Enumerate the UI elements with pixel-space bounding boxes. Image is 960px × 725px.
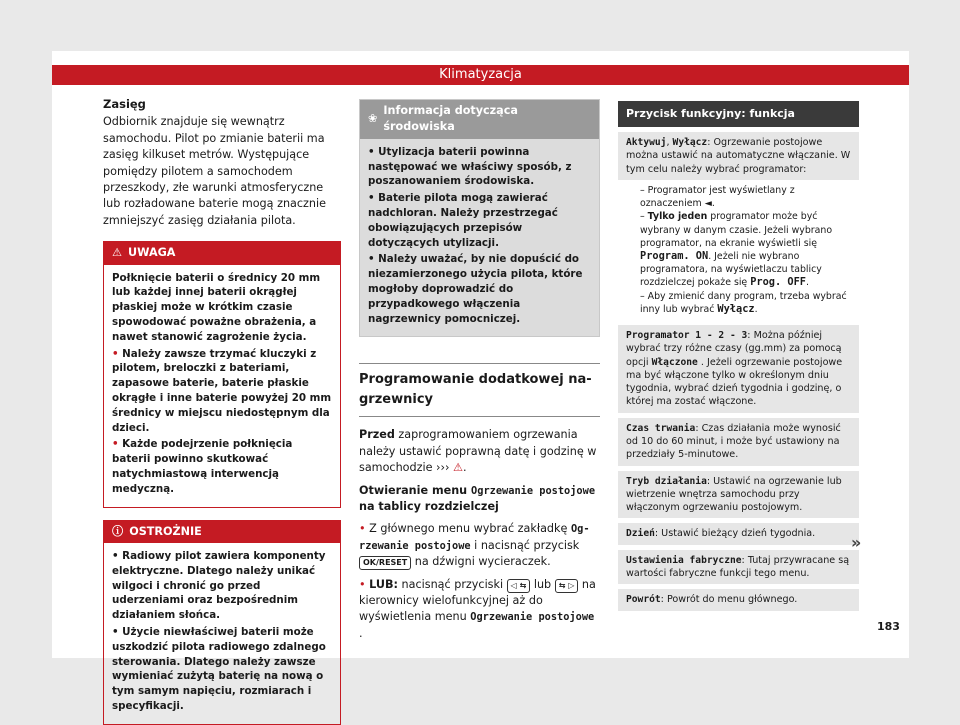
bullet-icon: • xyxy=(359,522,370,536)
page-title: Klimatyzacja xyxy=(439,67,522,82)
page-header xyxy=(52,65,909,85)
section-title: Programowanie dodatkowej nagrzewnicy xyxy=(359,363,600,417)
table-row: Dzień: Ustawić bieżący dzień tygodnia. xyxy=(618,523,859,544)
flower-icon: ❀ xyxy=(368,112,378,126)
ok-reset-key: OK/RESET xyxy=(359,556,411,570)
list-item: • Baterie pilota mogą zawierać nadchloran. Należy przestrzegać obowiązujących przepisów dotyczących utylizacji. xyxy=(368,192,558,249)
list-item: • Z głównego menu wybrać zakładkę Ogrzewanie postojowe i nacisnąć przycisk OK/RESET na dźwigni wycieraczek. xyxy=(359,522,590,569)
column-3 xyxy=(618,101,862,611)
bullet-icon: • xyxy=(112,550,123,563)
page-number: 183 xyxy=(877,620,900,633)
bullet-icon: • xyxy=(368,192,379,205)
warning-icon: ⚠ xyxy=(453,461,464,475)
range-paragraph: Odbiornik znajduje się wewnątrz samochodu. Pilot po zmianie baterii ma zasięg kilkuset metrów. Występujące pomiędzy pilotem a samochodem przeszkody, złe warunki atmosferyczne lub rozładowane baterie mogą znacznie zmniejszyć zasięg działania pilota. xyxy=(103,115,326,227)
bullet-icon: • xyxy=(359,577,370,591)
continue-arrow-icon: » xyxy=(851,533,862,552)
intro-paragraph: Przed zaprogramowaniem ogrzewania należy ustawić poprawną datę i godzinę w samochodzie ››› ⚠. xyxy=(359,428,597,475)
bullet-icon: • xyxy=(112,626,123,638)
bullet-icon: • xyxy=(112,347,123,360)
caution-box xyxy=(103,520,341,725)
environment-title: Informacja dotycząca środowiska xyxy=(383,104,518,134)
caution-title: OSTROŻNIE xyxy=(129,524,202,538)
table-row: Czas trwania: Czas działania może wynosić od 10 do 60 minut, i może być ustawiony na przedziały 5-minutowe. xyxy=(618,418,859,466)
info-circle-icon: ⓘ xyxy=(112,524,124,538)
table-header: Przycisk funkcyjny: funkcja xyxy=(618,101,859,127)
list-item: • Należy zawsze trzymać kluczyki z pilotem, breloczki z bateriami, zapasowe baterie, baterie płaskie okrągłe i inne baterie powyżej 20 mm średnicy w miejscu niedostępnym dla dzieci. xyxy=(112,347,332,434)
arrow-right-key: ⇆ ▷ xyxy=(555,579,579,593)
warning-title: UWAGA xyxy=(128,246,176,260)
table-row: Ustawienia fabryczne: Tutaj przywracane są wartości fabryczne funkcji tego menu. xyxy=(618,550,859,585)
table-row: Powrót: Powrót do menu głównego. xyxy=(618,589,859,610)
list-item: • Należy uważać, by nie dopuścić do niezamierzonego użycia pilota, które mogłoby doprowadzić do przypadkowego włączenia nagrzewnicy pomocniczej. xyxy=(368,253,583,325)
bullet-icon: • xyxy=(112,438,123,451)
warning-icon: ⚠ xyxy=(112,246,123,260)
list-item: • Radiowy pilot zawiera komponenty elektryczne. Dlatego należy unikać wilgoci i chronić go przed uderzeniami oraz bezpośrednim działaniem słońca. xyxy=(112,550,326,622)
table-row: Aktywuj, Wyłącz: Ogrzewanie postojowe można ustawić na automatyczne włączanie. W tym celu należy wybrać programator: xyxy=(618,132,859,180)
bullet-icon: • xyxy=(368,145,379,158)
list-item: • Użycie niewłaściwej baterii może uszkodzić pilota radiowego zdalnego sterowania. Dlatego należy zawsze wymieniać zużytą baterię na nową o tym samym napięciu, rozmiarach i specyfikacji. xyxy=(112,626,326,712)
warning-intro: Połknięcie baterii o średnicy 20 mm lub każdej innej baterii okrągłej płaskiej może w krótkim czasie spowodować poważne obrażenia, a nawet stanowić zagrożenie życia. xyxy=(112,271,321,343)
table-subrow: – Programator jest wyświetlany z oznaczeniem ◄. – Tylko jeden programator może być wybrany w danym czasie. Jeżeli wybrano programator, na ekranie wyświetli się Program. ON. Jeżeli nie wybrano programatora, na wyświetlaczu tablicy rozdzielczej pokaże się Prog. OFF. – Aby zmienić dany program, trzeba wybrać inny lub wybrać Wyłącz. xyxy=(618,180,859,320)
menu-heading: Otwieranie menu Ogrzewanie postojowe na tablicy rozdzielczej xyxy=(359,483,596,513)
arrow-left-key: ◁ ⇆ xyxy=(507,579,531,593)
list-item: • Każde podejrzenie połknięcia baterii powinno skutkować natychmiastową interwencją medyczną. xyxy=(112,438,293,495)
column-2 xyxy=(359,99,600,648)
bullet-icon: • xyxy=(368,253,379,266)
range-heading: Zasięg xyxy=(103,97,146,111)
environment-box xyxy=(359,99,600,337)
table-row: Tryb działania: Ustawić na ogrzewanie lub wietrzenie wnętrza samochodu przy włączonym ogrzewaniu postojowym. xyxy=(618,471,859,519)
warning-box xyxy=(103,241,341,507)
table-row: Programator 1 - 2 - 3: Można później wybrać trzy różne czasy (gg.mm) za pomocą opcji Włączone . Jeżeli ogrzewanie postojowe ma być włączone tylko w określonym dniu tygodnia, wybrać dzień tygodnia i godzinę, o której ma zostać włączone. xyxy=(618,325,859,413)
column-1 xyxy=(103,90,341,725)
list-item: • LUB: nacisnąć przyciski ◁ ⇆ lub ⇆ ▷ na kierownicy wielofunkcyjnej aż do wyświetlenia menu Ogrzewanie postojowe . xyxy=(359,577,596,640)
list-item: • Utylizacja baterii powinna następować we właściwy sposób, z poszanowaniem środowiska. xyxy=(368,145,572,188)
